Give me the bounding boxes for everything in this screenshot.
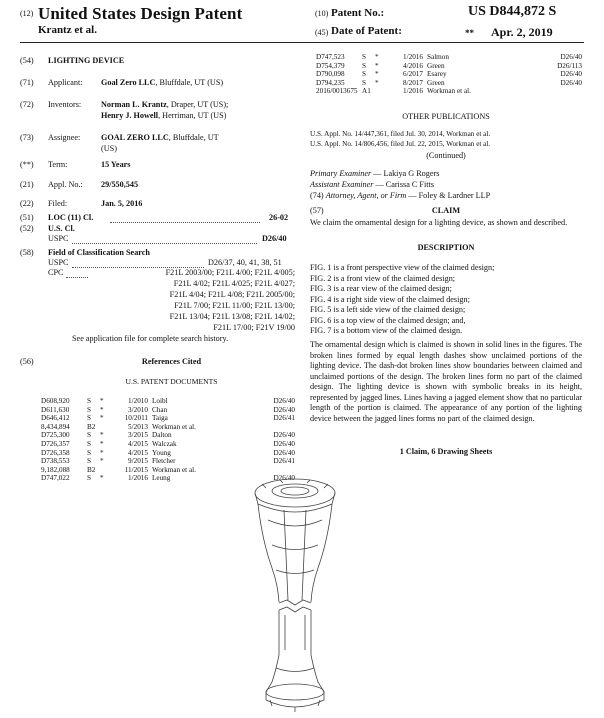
reference-star: * <box>375 70 379 79</box>
assignee-place: , Bluffdale, UT <box>168 133 219 142</box>
applicant-label: Applicant: <box>48 78 83 87</box>
field-code: (58) <box>20 248 34 257</box>
publication-2: U.S. Appl. No. 14/806,456, filed Jul. 22, 2015, Workman et al. <box>310 140 491 148</box>
reference-star: * <box>100 457 104 466</box>
inventor-2-place: , Herriman, UT (US) <box>158 111 227 120</box>
top-cap-ellipse <box>255 479 335 507</box>
reference-cls: D26/40 <box>273 405 295 414</box>
publication-1: U.S. Appl. No. 14/447,361, filed Jul. 30, 2014, Workman et al. <box>310 130 491 138</box>
reference-name: Green <box>427 61 445 70</box>
reference-kind: S <box>87 405 91 414</box>
reference-name: Chan <box>152 405 168 414</box>
reference-num: 8,434,894 <box>41 422 70 431</box>
filed-label: Filed: <box>48 199 68 208</box>
reference-cls: D26/40 <box>273 474 295 483</box>
reference-cls: D26/40 <box>273 397 295 405</box>
attorney-name: — Foley & Lardner LLP <box>406 191 491 200</box>
reference-date: 9/2015 <box>128 457 148 466</box>
reference-star: * <box>100 405 104 414</box>
reference-cls: D26/41 <box>273 457 295 466</box>
reference-star: * <box>100 448 104 457</box>
uscl-label: U.S. Cl. <box>48 224 75 233</box>
inventor-1-name: Norman L. Krantz <box>101 100 167 109</box>
patent-no-code: (10) <box>315 9 329 18</box>
break-line-2 <box>279 607 311 612</box>
other-pubs-title: OTHER PUBLICATIONS <box>402 112 490 121</box>
refs-code: (56) <box>20 357 34 366</box>
assignee-place-2: (US) <box>101 144 117 153</box>
reference-date: 4/2015 <box>128 439 148 448</box>
reference-num: 9,182,088 <box>41 465 70 474</box>
reference-star: * <box>375 61 379 70</box>
loc-code: (51) <box>20 213 34 222</box>
us-docs-title: U.S. PATENT DOCUMENTS <box>125 377 218 386</box>
reference-date: 11/2015 <box>124 465 148 474</box>
primary-examiner-label: Primary Examiner <box>310 169 372 178</box>
break-line-1 <box>279 600 311 605</box>
reference-date: 3/2010 <box>128 405 148 414</box>
reference-kind: A1 <box>362 87 371 96</box>
reference-date: 10/2011 <box>124 414 148 423</box>
figure-description: FIG. 1 is a front perspective view of the claimed design; <box>310 263 495 272</box>
base-left <box>266 655 279 692</box>
figure-description: FIG. 7 is a bottom view of the claimed design. <box>310 326 463 335</box>
reference-star: * <box>100 414 104 423</box>
cpc-line-4: F21L 7/00; F21L 11/00; F21L 13/00; <box>174 301 295 310</box>
reference-cls: D26/40 <box>273 431 295 440</box>
appl-label: Appl. No.: <box>48 180 83 189</box>
appl-code: (21) <box>20 180 34 189</box>
reference-date: 1/2016 <box>128 474 148 483</box>
base-contour-1 <box>276 668 314 672</box>
claims-sheets: 1 Claim, 6 Drawing Sheets <box>399 447 493 456</box>
reference-cls: D26/40 <box>560 70 582 79</box>
date-stars: ** <box>465 28 474 38</box>
kind-code: (12) <box>20 9 34 18</box>
device-title: LIGHTING DEVICE <box>48 56 125 65</box>
cpc-line-2: F21L 4/02; F21L 4/025; F21L 4/027; <box>173 279 295 288</box>
reference-name: Workman et al. <box>427 87 471 96</box>
assignee-label: Assignee: <box>48 133 81 142</box>
body-left-upper <box>258 504 279 602</box>
figure-description: FIG. 6 is a top view of the claimed design; and, <box>310 315 466 325</box>
reference-name: Green <box>427 78 445 87</box>
reference-kind: S <box>362 70 366 79</box>
reference-cls: D26/40 <box>560 78 582 87</box>
reference-name: Walczak <box>152 439 177 448</box>
top-button-inner <box>281 487 309 495</box>
description-title: DESCRIPTION <box>417 243 475 252</box>
reference-date: 1/2016 <box>403 87 423 96</box>
reference-num: D754,379 <box>316 61 345 70</box>
term-label: Term: <box>48 160 68 169</box>
refs-title: References Cited <box>141 357 202 366</box>
reference-date: 8/2017 <box>403 78 423 87</box>
uscl-code: (52) <box>20 224 34 233</box>
claim-code: (57) <box>310 206 324 215</box>
cpc-line-5: F21L 13/04; F21L 13/08; F21L 14/02; <box>169 312 295 321</box>
figure-description: FIG. 4 is a right side view of the claimed design; <box>310 294 470 304</box>
reference-star: * <box>375 53 379 61</box>
reference-num: 2016/0013675 <box>316 87 358 96</box>
reference-date: 5/2013 <box>128 422 148 431</box>
search-history-note: See application file for complete search history. <box>72 334 229 343</box>
reference-name: Esarey <box>427 70 447 79</box>
reference-num: D794,235 <box>316 78 345 87</box>
reference-star: * <box>100 397 104 405</box>
reference-kind: S <box>362 61 366 70</box>
patent-number: US D844,872 S <box>468 4 557 19</box>
cpc-line-3: F21L 4/04; F21L 4/08; F21L 2005/00; <box>169 290 295 299</box>
reference-kind: S <box>87 439 91 448</box>
description-paragraph: The ornamental design which is claimed is shown in solid lines in the figures. The broken lines formed by equal length dashes show unclaimed portions of the lighting device. The dash-dot broken lines show boundaries between claimed and unclaimed portions of the design. The broken lines form no part of the claimed design. The lighting device is shown with symbolic breaks in its height, represented by jagged lines. Lines having a jagged element show that no particular length of the portion is claimed. The appearance of any portion of the lighting device between the jagged lines forms no part of the claimed design. <box>310 340 582 423</box>
base-ring <box>266 684 324 700</box>
inventor-1-place: , Draper, UT (US); <box>166 100 229 109</box>
document-title: United States Design Patent <box>38 4 243 23</box>
column-panels <box>285 615 305 650</box>
base-feet <box>270 700 320 712</box>
reference-name: Young <box>152 448 171 457</box>
continued-note: (Continued) <box>426 151 466 160</box>
cpc-label: CPC <box>48 268 64 277</box>
reference-name: Taiga <box>152 414 168 423</box>
lens-line-2 <box>302 510 306 600</box>
reference-kind: S <box>87 474 91 483</box>
reference-kind: S <box>87 414 91 423</box>
reference-kind: S <box>362 78 366 87</box>
reference-num: D747,022 <box>41 474 70 483</box>
figure-description: FIG. 5 is a left side view of the claimed design; <box>310 305 466 314</box>
reference-cls: D26/41 <box>273 414 295 423</box>
reference-num: D738,553 <box>41 457 70 466</box>
uspc-label: USPC <box>48 234 69 243</box>
assignee-code: (73) <box>20 133 34 142</box>
uspc-value: D26/40 <box>262 234 287 243</box>
base-foot <box>266 692 324 707</box>
filed-code: (22) <box>20 199 34 208</box>
base-right <box>311 655 324 692</box>
reference-cls: D26/40 <box>560 53 582 61</box>
reference-date: 3/2015 <box>128 431 148 440</box>
flare-contour-1 <box>268 520 322 526</box>
filed-date: Jan. 5, 2016 <box>101 199 143 208</box>
reference-date: 6/2017 <box>403 70 423 79</box>
figure-description: FIG. 3 is a rear view of the claimed design; <box>310 284 452 293</box>
title-code: (54) <box>20 56 34 65</box>
date-code: (45) <box>315 28 329 37</box>
reference-cls: D26/40 <box>273 448 295 457</box>
reference-name: Workman et al. <box>152 465 196 474</box>
reference-kind: S <box>362 53 366 61</box>
reference-num: D726,358 <box>41 448 70 457</box>
field-label: Field of Classification Search <box>48 248 150 257</box>
term-value: 15 Years <box>101 160 131 169</box>
reference-star: * <box>100 431 104 440</box>
reference-date: 1/2016 <box>403 53 423 61</box>
top-button-ellipse <box>272 484 318 498</box>
attorney-label: Attorney, Agent, or Firm <box>325 191 407 200</box>
term-code: (**) <box>20 160 34 169</box>
inventor-2-name: Henry J. Howell <box>101 111 159 120</box>
lens-line-1 <box>284 510 288 600</box>
reference-name: Workman et al. <box>152 422 196 431</box>
reference-kind: S <box>87 448 91 457</box>
reference-num: D747,523 <box>316 53 345 61</box>
reference-date: 4/2016 <box>403 61 423 70</box>
assistant-examiner-name: — Carissa C Fitts <box>373 180 434 189</box>
cpc-line-1: F21L 2003/00; F21L 4/00; F21L 4/005; <box>165 268 295 277</box>
reference-star: * <box>100 439 104 448</box>
field-uspc-value: D26/37, 40, 41, 38, 51 <box>208 258 282 267</box>
reference-name: Leung <box>152 474 171 483</box>
body-right-upper <box>311 504 332 602</box>
loc-value: 26-02 <box>269 213 289 222</box>
cpc-line-6: F21L 17/00; F21V 19/00 <box>213 323 295 332</box>
inventors-short: Krantz et al. <box>38 24 97 36</box>
applicant-code: (71) <box>20 78 34 87</box>
date-label: Date of Patent: <box>331 25 402 37</box>
patent-no-label: Patent No.: <box>331 7 385 19</box>
reference-cls: D26/40 <box>273 439 295 448</box>
reference-name: Salmon <box>427 53 449 61</box>
claim-text: We claim the ornamental design for a lighting device, as shown and described. <box>310 218 568 227</box>
figure-description: FIG. 2 is a front view of the claimed design; <box>310 273 456 283</box>
reference-num: D725,300 <box>41 431 70 440</box>
reference-num: D608,920 <box>41 397 70 405</box>
assignee-name: GOAL ZERO LLC <box>101 133 169 142</box>
reference-cls: D26/113 <box>557 61 582 70</box>
patent-date: Apr. 2, 2019 <box>491 25 553 39</box>
assistant-examiner-label: Assistant Examiner <box>310 180 374 189</box>
applicant-name: Goal Zero LLC <box>101 78 156 87</box>
reference-kind: S <box>87 457 91 466</box>
cap-band <box>255 493 335 512</box>
inventors-code: (72) <box>20 100 34 109</box>
reference-num: D790,098 <box>316 70 345 79</box>
reference-kind: S <box>87 431 91 440</box>
reference-star: * <box>375 78 379 87</box>
reference-num: D646,412 <box>41 414 70 423</box>
claim-title: CLAIM <box>431 206 461 215</box>
reference-star: * <box>100 474 104 483</box>
reference-date: 4/2015 <box>128 448 148 457</box>
appl-number: 29/550,545 <box>101 180 139 189</box>
applicant-place: , Bluffdale, UT (US) <box>155 78 224 87</box>
inventors-label: Inventors: <box>48 100 82 109</box>
reference-name: Fletcher <box>152 457 176 466</box>
reference-kind: B2 <box>87 422 96 431</box>
field-uspc-label: USPC <box>48 258 69 267</box>
reference-kind: S <box>87 397 91 405</box>
reference-name: Loibl <box>152 397 168 405</box>
primary-examiner-name: — Lakiya G Rogers <box>371 169 440 178</box>
reference-date: 1/2010 <box>128 397 148 405</box>
flare-contour-3 <box>276 570 314 574</box>
attorney-code: (74) <box>310 191 324 200</box>
loc-label: LOC (11) Cl. <box>48 213 94 222</box>
reference-num: D726,357 <box>41 439 70 448</box>
flare-contour-2 <box>272 545 318 550</box>
reference-kind: B2 <box>87 465 96 474</box>
reference-name: Dalton <box>152 431 172 440</box>
reference-num: D611,630 <box>41 405 70 414</box>
